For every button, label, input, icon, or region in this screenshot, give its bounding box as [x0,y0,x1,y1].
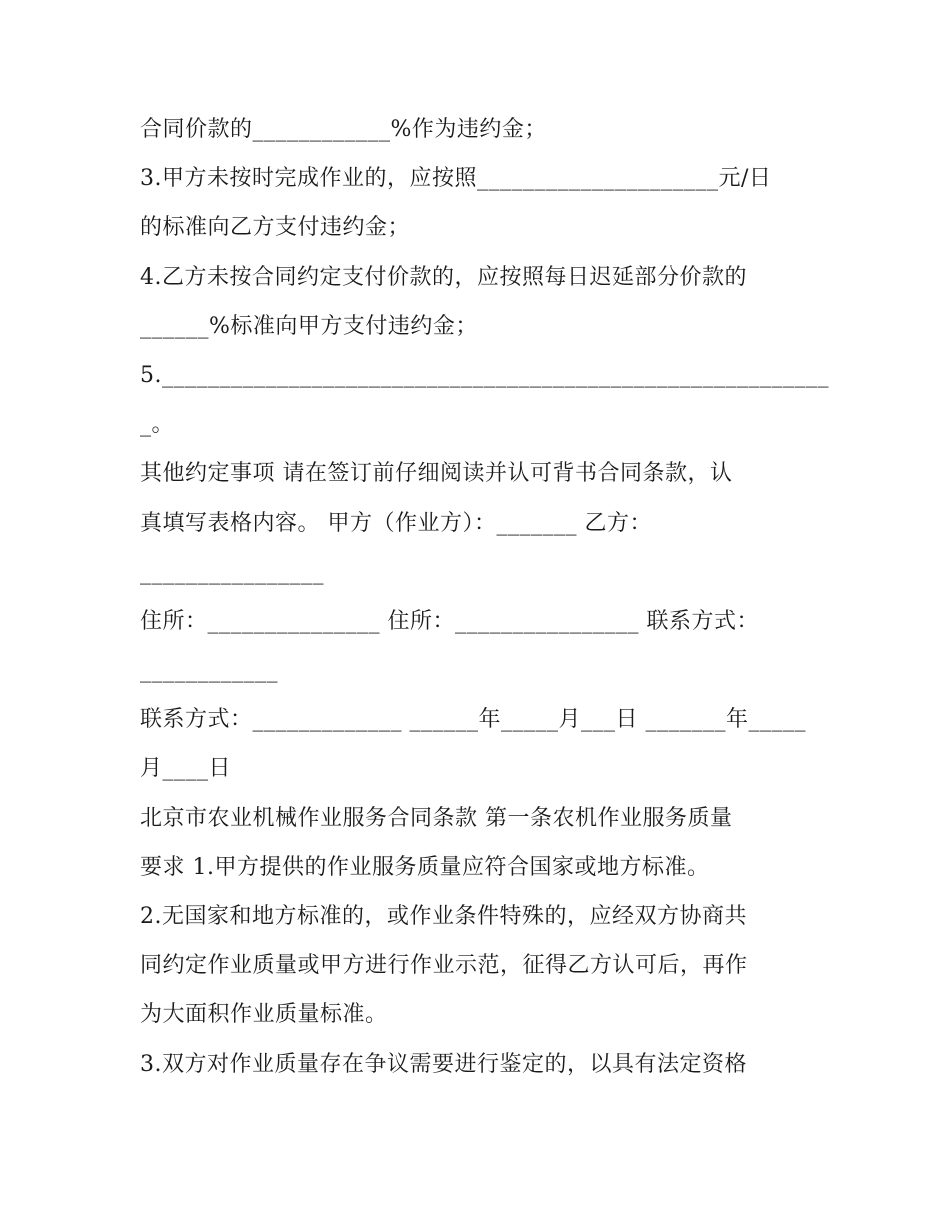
text-line: _。 [140,412,175,438]
text-line: 2.无国家和地方标准的，或作业条件特殊的，应经双方协商共 [140,904,747,929]
text-line: 合同价款的____________%作为违约金； [140,117,547,142]
text-line: 为大面积作业质量标准。 [140,1002,388,1028]
text-line: ____________ [140,658,278,684]
text-line: 3.双方对作业质量存在争议需要进行鉴定的，以具有法定资格 [140,1051,747,1077]
text-line: 住所：_______________ 住所：________________ 联系方式： [140,608,759,634]
text-line: 真填写表格内容。 甲方（作业方）：_______ 乙方： [140,510,652,536]
text-line: 北京市农业机械作业服务合同条款 第一条农机作业服务质量 [140,805,733,831]
text-line: ______%标准向甲方支付违约金； [140,313,478,339]
text-line: 同约定作业质量或甲方进行作业示范，征得乙方认可后，再作 [140,953,748,979]
text-line: ________________ [140,559,324,585]
text-line: 3.甲方未按时完成作业的，应按照_____________________元/日 [140,166,772,192]
document-page [140,110,829,1094]
text-line: 联系方式：_____________ ______年_____月___日 _______年_____ [140,707,806,733]
text-line: 的标准向乙方支付违约金； [140,215,411,241]
text-line: 5.__________________________________________________________ [140,362,829,388]
text-line: 4.乙方未按合同约定支付价款的，应按照每日迟延部分价款的 [140,264,747,290]
text-line: 其他约定事项 请在签订前仔细阅读并认可背书合同条款，认 [140,461,733,487]
text-line: 月____日 [140,756,232,782]
text-line: 要求 1.甲方提供的作业服务质量应符合国家或地方标准。 [140,854,710,880]
